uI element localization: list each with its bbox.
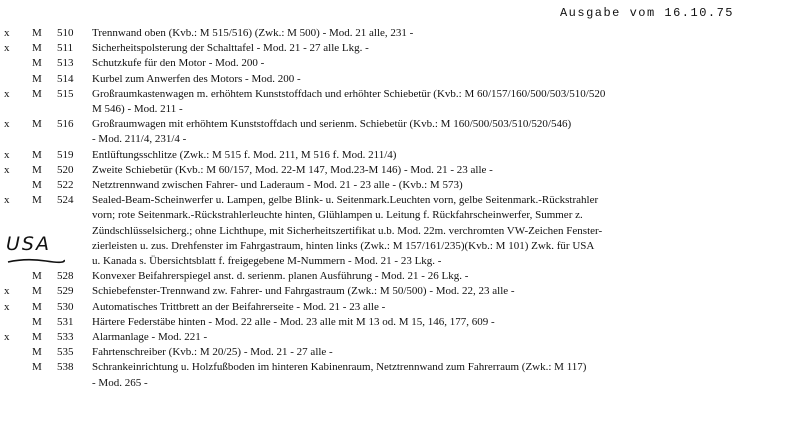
entry-mark: x [4,27,10,39]
entry-description: Sicherheitspolsterung der Schalttafel - Mod. 21 - 27 alle Lkg. - [92,42,369,55]
entry-prefix: M [32,57,42,70]
entry-description-continued: Zündschlüsselsicherg.; ohne Lichthupe, mit Sicherheitszertifikat u.b. Mod. 22m. verchromten VW-Zeichen Fenster- [92,224,603,237]
entry-prefix: M [32,42,42,55]
entry-description: Netztrennwand zwischen Fahrer- und Laderaum - Mod. 21 - 23 alle - (Kvb.: M 573) [92,179,463,191]
entry-prefix: M [32,315,42,328]
entry-description: Fahrtenschreiber (Kvb.: M 20/25) - Mod. 21 - 27 alle - [92,346,333,359]
entry-mark: x [4,87,10,100]
handwritten-underline [6,257,66,265]
entry-description: Automatisches Trittbrett an der Beifahrerseite - Mod. 21 - 23 alle - [92,300,386,313]
entry-number: 535 [57,346,74,359]
entry-number: 516 [57,118,74,131]
entry-number: 522 [57,179,74,191]
entry-description: Härtere Federstäbe hinten - Mod. 22 alle - Mod. 23 alle mit M 13 od. M 15, 146, 177, 609 - [92,315,495,328]
entry-description-continued: vorn; rote Seitenmark.-Rückstrahlerleuchte hinten, Glühlampen u. Leitung f. Rückfahrscheinwerfer, Summer z. [92,209,583,222]
entry-prefix: M [32,194,42,207]
entry-mark: x [4,331,10,343]
entry-mark: x [4,42,10,55]
entry-number: 520 [57,163,74,176]
entry-prefix: M [32,285,42,298]
entry-number: 528 [57,270,74,283]
entry-mark: x [4,285,10,298]
entry-number: 514 [57,72,74,85]
entry-description-continued: - Mod. 211/4, 231/4 - [92,133,187,146]
entry-description-continued: u. Kanada s. Übersichtsblatt f. freigegebene M-Nummern - Mod. 21 - 23 Lkg. - [92,255,442,267]
entry-prefix: M [32,27,42,39]
entry-description: Alarmanlage - Mod. 221 - [92,331,208,343]
entry-prefix: M [32,270,42,283]
entry-prefix: M [32,163,42,176]
entry-description: Konvexer Beifahrerspiegel anst. d. serienm. planen Ausführung - Mod. 21 - 26 Lkg. - [92,270,469,283]
entry-description: Schutzkufe für den Motor - Mod. 200 - [92,57,265,70]
entry-number: 519 [57,148,74,161]
entry-number: 529 [57,285,74,298]
entry-number: 524 [57,194,74,207]
entry-description-continued: zierleisten u. zus. Drehfenster im Fahrgastraum, hinten links (Zwk.: M 157/161/235)(Kvb.: M 101) Zwk. für USA [92,239,595,252]
entry-description: Trennwand oben (Kvb.: M 515/516) (Zwk.: M 500) - Mod. 21 alle, 231 - [92,27,414,39]
entry-description: Zweite Schiebetür (Kvb.: M 60/157, Mod. 22-M 147, Mod.23-M 146) - Mod. 21 - 23 alle - [92,163,493,176]
handwritten-usa-note: USA [6,233,51,255]
entry-mark: x [4,148,10,161]
entry-prefix: M [32,361,42,374]
entry-number: 533 [57,331,74,343]
entry-mark: x [4,300,10,313]
entry-number: 531 [57,315,74,328]
entry-description: Großraumkastenwagen m. erhöhtem Kunststoffdach und erhöhter Schiebetür (Kvb.: M 60/157/160/500/503/510/520 [92,87,606,100]
entry-prefix: M [32,87,42,100]
entry-description: Großraumwagen mit erhöhtem Kunststoffdach und serienm. Schiebetür (Kvb.: M 160/500/503/510/520/546) [92,118,572,131]
entry-mark: x [4,163,10,176]
entry-prefix: M [32,346,42,359]
entry-prefix: M [32,118,42,131]
entry-description: Kurbel zum Anwerfen des Motors - Mod. 200 - [92,72,301,85]
entry-description: Schiebefenster-Trennwand zw. Fahrer- und Fahrgastraum (Zwk.: M 50/500) - Mod. 22, 23 alle - [92,285,515,298]
entry-number: 538 [57,361,74,374]
entry-number: 515 [57,87,74,100]
entry-description-continued: - Mod. 265 - [92,376,148,389]
entry-number: 511 [57,42,74,55]
entry-description-continued: M 546) - Mod. 211 - [92,103,183,115]
entry-prefix: M [32,148,42,161]
entry-number: 513 [57,57,74,70]
entry-number: 530 [57,300,74,313]
entry-prefix: M [32,331,42,343]
entry-prefix: M [32,179,42,191]
entry-description: Sealed-Beam-Scheinwerfer u. Lampen, gelbe Blink- u. Seitenmark.Leuchten vorn, gelbe Seitenmark.-Rückstrahler [92,194,599,207]
entry-mark: x [4,118,10,131]
entry-prefix: M [32,72,42,85]
entry-description: Schrankeinrichtung u. Holzfußboden im hinteren Kabinenraum, Netztrennwand zum Fahrerraum (Zwk.: M 117) [92,361,587,374]
entry-number: 510 [57,27,74,39]
edition-date: Ausgabe vom 16.10.75 [559,6,734,20]
entry-mark: x [4,194,10,207]
entry-prefix: M [32,300,42,313]
entry-description: Entlüftungsschlitze (Zwk.: M 515 f. Mod. 211, M 516 f. Mod. 211/4) [92,148,397,161]
